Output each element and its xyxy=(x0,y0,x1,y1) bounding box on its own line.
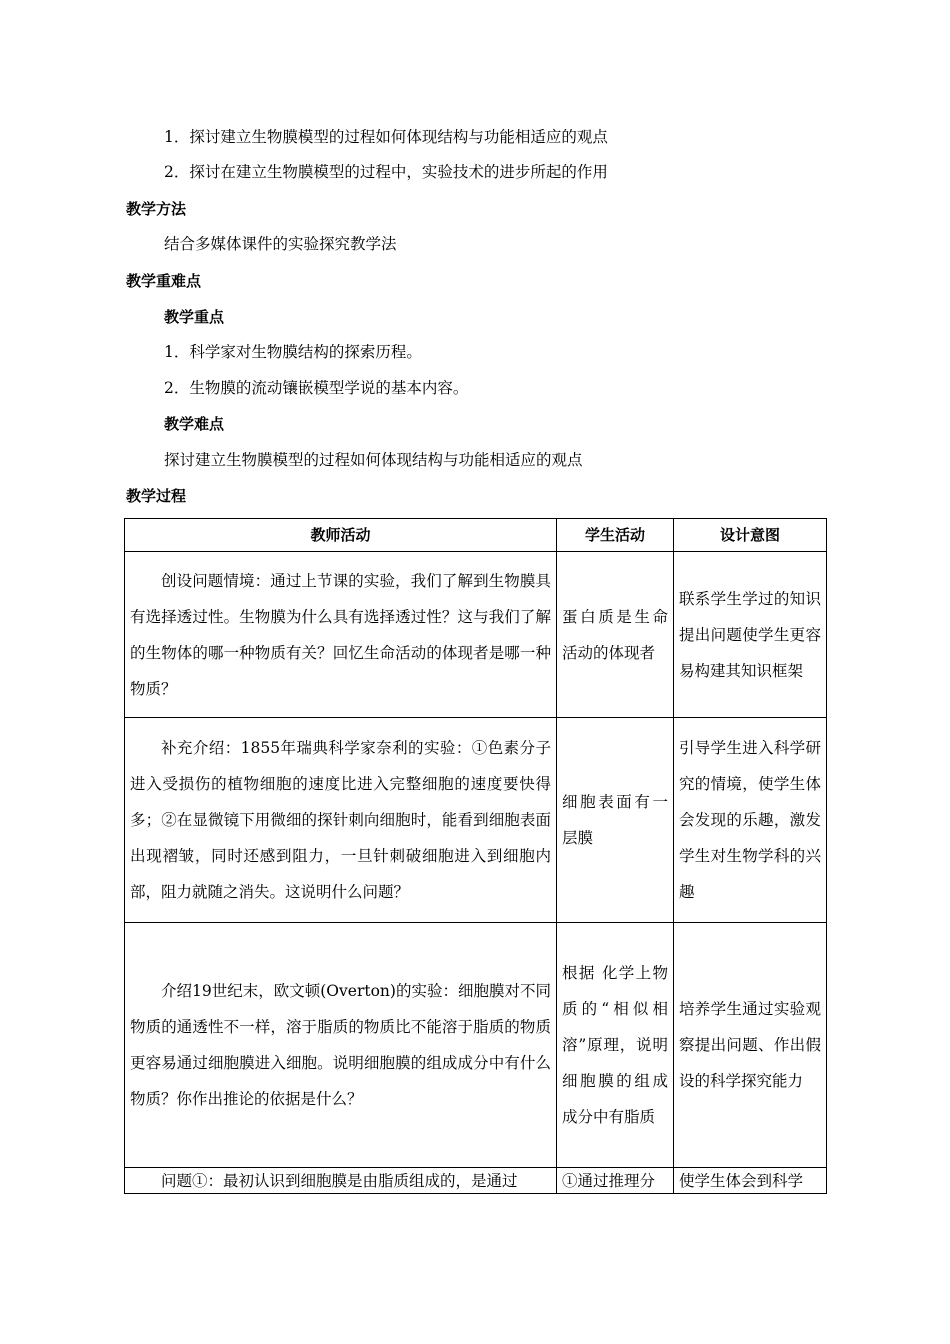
student-activity: ①通过推理分 xyxy=(562,1172,656,1190)
objective-1: 1．探讨建立生物膜模型的过程如何体现结构与功能相适应的观点 xyxy=(164,128,608,146)
teacher-activity: 创设问题情境：通过上节课的实验，我们了解到生物膜具有选择透过性。生物膜为什么具有选择透过性？这与我们了解的生物体的哪一种物质有关？回忆生命活动的体现者是哪一种物质？ xyxy=(125,552,557,718)
method-heading: 教学方法 xyxy=(126,200,187,218)
objective-2: 2．探讨在建立生物膜模型的过程中，实验技术的进步所起的作用 xyxy=(164,163,608,181)
key-difficult-heading: 教学重难点 xyxy=(126,272,202,290)
teacher-activity: 介绍19世纪末，欧文顿(Overton)的实验：细胞膜对不同物质的通透性不一样，溶于脂质的物质比不能溶于脂质的物质更容易通过细胞膜进入细胞。说明细胞膜的组成成分中有什么物质？你作出推论的依据是什么？ xyxy=(125,923,557,1168)
student-activity: 蛋白质是生命活动的体现者 xyxy=(557,552,674,718)
difficult-points-heading: 教学难点 xyxy=(164,415,225,433)
design-intent: 使学生体会到科学 xyxy=(679,1172,804,1190)
table-row xyxy=(125,552,827,718)
design-intent: 培养学生通过实验观察提出问题、作出假设的科学探究能力 xyxy=(674,923,827,1168)
table-header-row xyxy=(125,519,827,552)
col-header-intent: 设计意图 xyxy=(674,519,827,552)
student-activity: 根据 化学上物质的“相似相溶”原理，说明细胞膜的组成成分中有脂质 xyxy=(557,923,674,1168)
key-point-2: 2．生物膜的流动镶嵌模型学说的基本内容。 xyxy=(164,379,469,397)
design-intent: 联系学生学过的知识提出问题使学生更容易构建其知识框架 xyxy=(674,552,827,718)
teacher-activity: 补充介绍：1855年瑞典科学家奈利的实验：①色素分子进入受损伤的植物细胞的速度比进入完整细胞的速度要快得多；②在显微镜下用微细的探针刺向细胞时，能看到细胞表面出现褶皱，同时还感到阻力，一旦针刺破细胞进入到细胞内部，阻力就随之消失。这说明什么问题？ xyxy=(125,718,557,923)
col-header-student: 学生活动 xyxy=(557,519,674,552)
key-point-1: 1．科学家对生物膜结构的探索历程。 xyxy=(164,343,422,361)
col-header-teacher: 教师活动 xyxy=(125,519,557,552)
key-points-heading: 教学重点 xyxy=(164,308,225,326)
design-intent: 引导学生进入科学研究的情境，使学生体会发现的乐趣，激发学生对生物学科的兴趣 xyxy=(674,718,827,923)
table-row xyxy=(125,718,827,923)
method-text: 结合多媒体课件的实验探究教学法 xyxy=(164,235,397,253)
difficult-point-text: 探讨建立生物膜模型的过程如何体现结构与功能相适应的观点 xyxy=(164,451,583,469)
table-row xyxy=(125,1168,827,1194)
teacher-activity: 问题①：最初认识到细胞膜是由脂质组成的，是通过 xyxy=(161,1172,518,1190)
process-table xyxy=(124,518,827,1194)
student-activity: 细胞表面有一层膜 xyxy=(557,718,674,923)
process-heading: 教学过程 xyxy=(126,487,187,505)
table-row xyxy=(125,923,827,1168)
